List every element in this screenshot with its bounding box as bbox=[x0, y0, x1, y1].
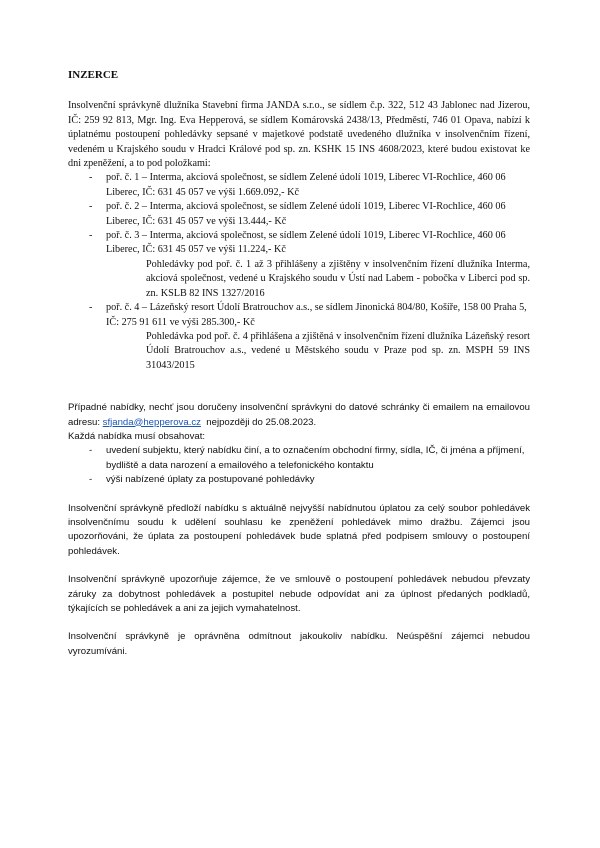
requirements-list bbox=[68, 444, 530, 487]
claim-4-note: Pohledávka pod poř. č. 4 přihlášena a zjištěná v insolvenčním řízení dlužníka Lázeňský resort Údolí Bratrouchov a.s., vedené u Městského soudu v Praze pod sp. zn. MSPH 59 INS 31043/2015 bbox=[146, 330, 530, 371]
deadline-text: nejpozději do 25.08.2023. bbox=[200, 416, 317, 428]
claims-1-3-note: Pohledávky pod poř. č. 1 až 3 přihlášeny a zjištěny v insolvenčním řízení dlužníka Interma, akciová společnost, vedené u Krajského soudu v Ústí nad Labem - pobočka v Liberci pod sp. zn. KSLB 82 INS 1327/2016 bbox=[146, 258, 530, 299]
email-link[interactable]: sfjanda@hepperova.cz bbox=[102, 416, 201, 428]
claims-list-2 bbox=[68, 301, 530, 330]
rejection-paragraph: Insolvenční správkyně je oprávněna odmítnout jakoukoliv nabídku. Neúspěšní zájemci nebudou vyrozumíváni. bbox=[68, 631, 530, 657]
claim-item-2: - poř. č. 2 – Interma, akciová společnost, se sídlem Zelené údolí 1019, Liberec VI-Rochlice, 460 06 Liberec, IČ: 631 45 057 ve výši 13.444,- Kč bbox=[68, 200, 530, 229]
requirement-item-2: - výši nabízené úplaty za postupované pohledávky bbox=[68, 473, 530, 487]
warranty-paragraph: Insolvenční správkyně upozorňuje zájemce, že ve smlouvě o postoupení pohledávek nebudou převzaty záruky za dobytnost pohledávek a postupitel nebude odpovídat ani za úplnost předaných podkladů, týkajících se pohledávek a ani za jejich vymahatelnost. bbox=[68, 574, 530, 614]
claim-item-3: - poř. č. 3 – Interma, akciová společnost, se sídlem Zelené údolí 1019, Liberec VI-Rochlice, 460 06 Liberec, IČ: 631 45 057 ve výši 11.224,- Kč bbox=[68, 229, 530, 258]
requirement-item-1: - uvedení subjektu, který nabídku činí, a to označením obchodní firmy, sídla, IČ, či jména a příjmení, bydliště a data narození a emailového a telefonického kontaktu bbox=[68, 444, 530, 473]
offers-text: Případné nabídky, nechť jsou doručeny insolvenční správkyni do datové schránky či emailem na emailovou adresu: bbox=[68, 402, 530, 428]
claim-item-1: - poř. č. 1 – Interma, akciová společnost, se sídlem Zelené údolí 1019, Liberec VI-Rochlice, 460 06 Liberec, IČ: 631 45 057 ve výši 1.669.092,- Kč bbox=[68, 171, 530, 200]
document-title: INZERCE bbox=[68, 69, 119, 81]
offers-paragraph bbox=[68, 401, 530, 430]
intro-paragraph: Insolvenční správkyně dlužníka Stavební firma JANDA s.r.o., se sídlem č.p. 322, 512 43 Jablonec nad Jizerou, IČ: 259 92 813, Mgr. Ing. Eva Hepperová, se sídlem Komárovská 2438/13, Předměstí, 746 01 Opava, nabízí k úplatnému postoupení pohledávky sepsané v majetkové podstatě uvedeného dlužníka v insolvenčním řízení, vedeném u Krajského soudu v Hradci Králové pod sp. zn. KSHK 15 INS 4608/2023, které budou existovat ke dni zpeněžení, a to pod položkami: bbox=[68, 100, 530, 170]
document-page bbox=[68, 68, 530, 659]
court-approval-paragraph: Insolvenční správkyně předloží nabídku s aktuálně nejvyšší nabídnutou úplatou za celý soubor pohledávek insolvenčnímu soudu k udělení souhlasu ke zpeněžení pohledávek mimo dražbu. Zájemci jsou upozorňováni, že úplata za postoupení pohledávek bude splatná před podpisem smlouvy o postoupení pohledávek. bbox=[68, 502, 530, 557]
offer-requirements-heading: Každá nabídka musí obsahovat: bbox=[68, 430, 206, 442]
claims-list bbox=[68, 171, 530, 257]
claim-item-4: - poř. č. 4 – Lázeňský resort Údolí Bratrouchov a.s., se sídlem Jinonická 804/80, Košíře, 158 00 Praha 5, IČ: 275 91 611 ve výši 285.300,- Kč bbox=[68, 301, 530, 330]
